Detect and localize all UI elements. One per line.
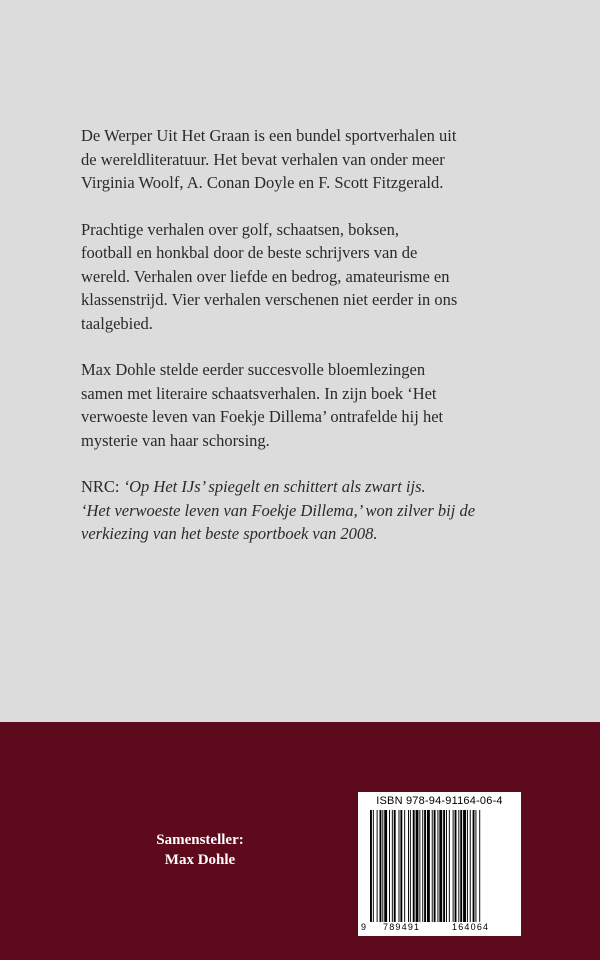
barcode-bar bbox=[377, 810, 378, 922]
barcode-bar bbox=[404, 810, 405, 922]
barcode-bar bbox=[400, 810, 402, 922]
review-source: NRC: bbox=[81, 477, 124, 496]
barcode-bar bbox=[434, 810, 436, 922]
barcode-bar bbox=[380, 810, 382, 922]
editor-credit bbox=[140, 830, 260, 870]
blurb-paragraph-2 bbox=[81, 218, 551, 336]
barcode-bars bbox=[370, 810, 515, 922]
barcode-bar bbox=[419, 810, 420, 922]
barcode-bar bbox=[373, 810, 374, 922]
text-line: De Werper Uit Het Graan is een bundel sportverhalen uit bbox=[81, 126, 457, 145]
text-line: samen met literaire schaatsverhalen. In zijn boek ‘Het bbox=[81, 383, 437, 403]
text-line: de wereldliteratuur. Het bevat verhalen van onder meer bbox=[81, 149, 445, 169]
barcode-digits-left: 789491 bbox=[383, 922, 421, 932]
barcode-digit-first: 9 bbox=[361, 922, 368, 932]
barcode-bar bbox=[394, 810, 396, 922]
blurb-text bbox=[81, 124, 551, 569]
barcode-bar bbox=[467, 810, 468, 922]
barcode-bar bbox=[424, 810, 426, 922]
editor-name: Max Dohle bbox=[164, 852, 236, 868]
text-line bbox=[81, 475, 551, 499]
text-line: Prachtige verhalen over golf, schaatsen, boksen, bbox=[81, 219, 399, 239]
text-line: Max Dohle stelde eerder succesvolle bloemlezingen bbox=[81, 360, 426, 379]
barcode-bar bbox=[437, 810, 438, 922]
text-line: mysterie van haar schorsing. bbox=[81, 430, 270, 450]
barcode-bar bbox=[463, 810, 466, 922]
barcode-bar bbox=[427, 810, 430, 922]
isbn-barcode bbox=[358, 792, 521, 936]
barcode-bar bbox=[370, 810, 372, 922]
barcode-bar bbox=[449, 810, 450, 922]
text-line: football en honkbal door de beste schrijvers van de bbox=[81, 243, 418, 262]
barcode-bar bbox=[460, 810, 462, 922]
barcode-bar bbox=[382, 810, 383, 922]
editor-role: Samensteller: bbox=[156, 832, 244, 848]
back-cover-bottom-band bbox=[0, 722, 600, 960]
barcode-digits-right: 164064 bbox=[452, 922, 490, 932]
review-quote bbox=[81, 475, 551, 546]
isbn-number: ISBN 978-94-91164-06-4 bbox=[376, 795, 503, 807]
barcode-bar bbox=[446, 810, 447, 922]
barcode-bar bbox=[432, 810, 433, 922]
barcode-bar bbox=[389, 810, 390, 922]
barcode-bar bbox=[475, 810, 476, 922]
text-line: taalgebied. bbox=[81, 313, 153, 333]
barcode-bar bbox=[453, 810, 454, 922]
text-line: Virginia Woolf, A. Conan Doyle en F. Scott Fitzgerald. bbox=[81, 173, 444, 192]
barcode-bar bbox=[416, 810, 419, 922]
barcode-bar bbox=[443, 810, 445, 922]
review-quote-italic: verkiezing van het beste sportboek van 2008. bbox=[81, 524, 378, 543]
review-quote-italic: ‘Op Het IJs’ spiegelt en schittert als zwart ijs. bbox=[123, 477, 426, 496]
blurb-paragraph-1 bbox=[81, 124, 551, 195]
text-line: klassenstrijd. Vier verhalen verschenen niet eerder in ons bbox=[81, 290, 458, 309]
barcode-bar bbox=[458, 810, 459, 922]
barcode-bar bbox=[479, 810, 480, 922]
text-line: verwoeste leven van Foekje Dillema’ ontrafelde hij het bbox=[81, 407, 444, 426]
barcode-bar bbox=[413, 810, 415, 922]
barcode-bar bbox=[455, 810, 457, 922]
text-line: wereld. Verhalen over liefde en bedrog, amateurisme en bbox=[81, 266, 450, 286]
barcode-bar bbox=[399, 810, 400, 922]
barcode-bar bbox=[384, 810, 387, 922]
review-quote-italic: ‘Het verwoeste leven van Foekje Dillema,’ won zilver bij de bbox=[81, 500, 476, 520]
barcode-bar bbox=[408, 810, 409, 922]
blurb-paragraph-3 bbox=[81, 358, 551, 452]
barcode-bar bbox=[422, 810, 423, 922]
barcode-bar bbox=[439, 810, 442, 922]
barcode-bar bbox=[392, 810, 393, 922]
barcode-bar bbox=[473, 810, 475, 922]
barcode-bar bbox=[470, 810, 471, 922]
barcode-bar bbox=[410, 810, 411, 922]
